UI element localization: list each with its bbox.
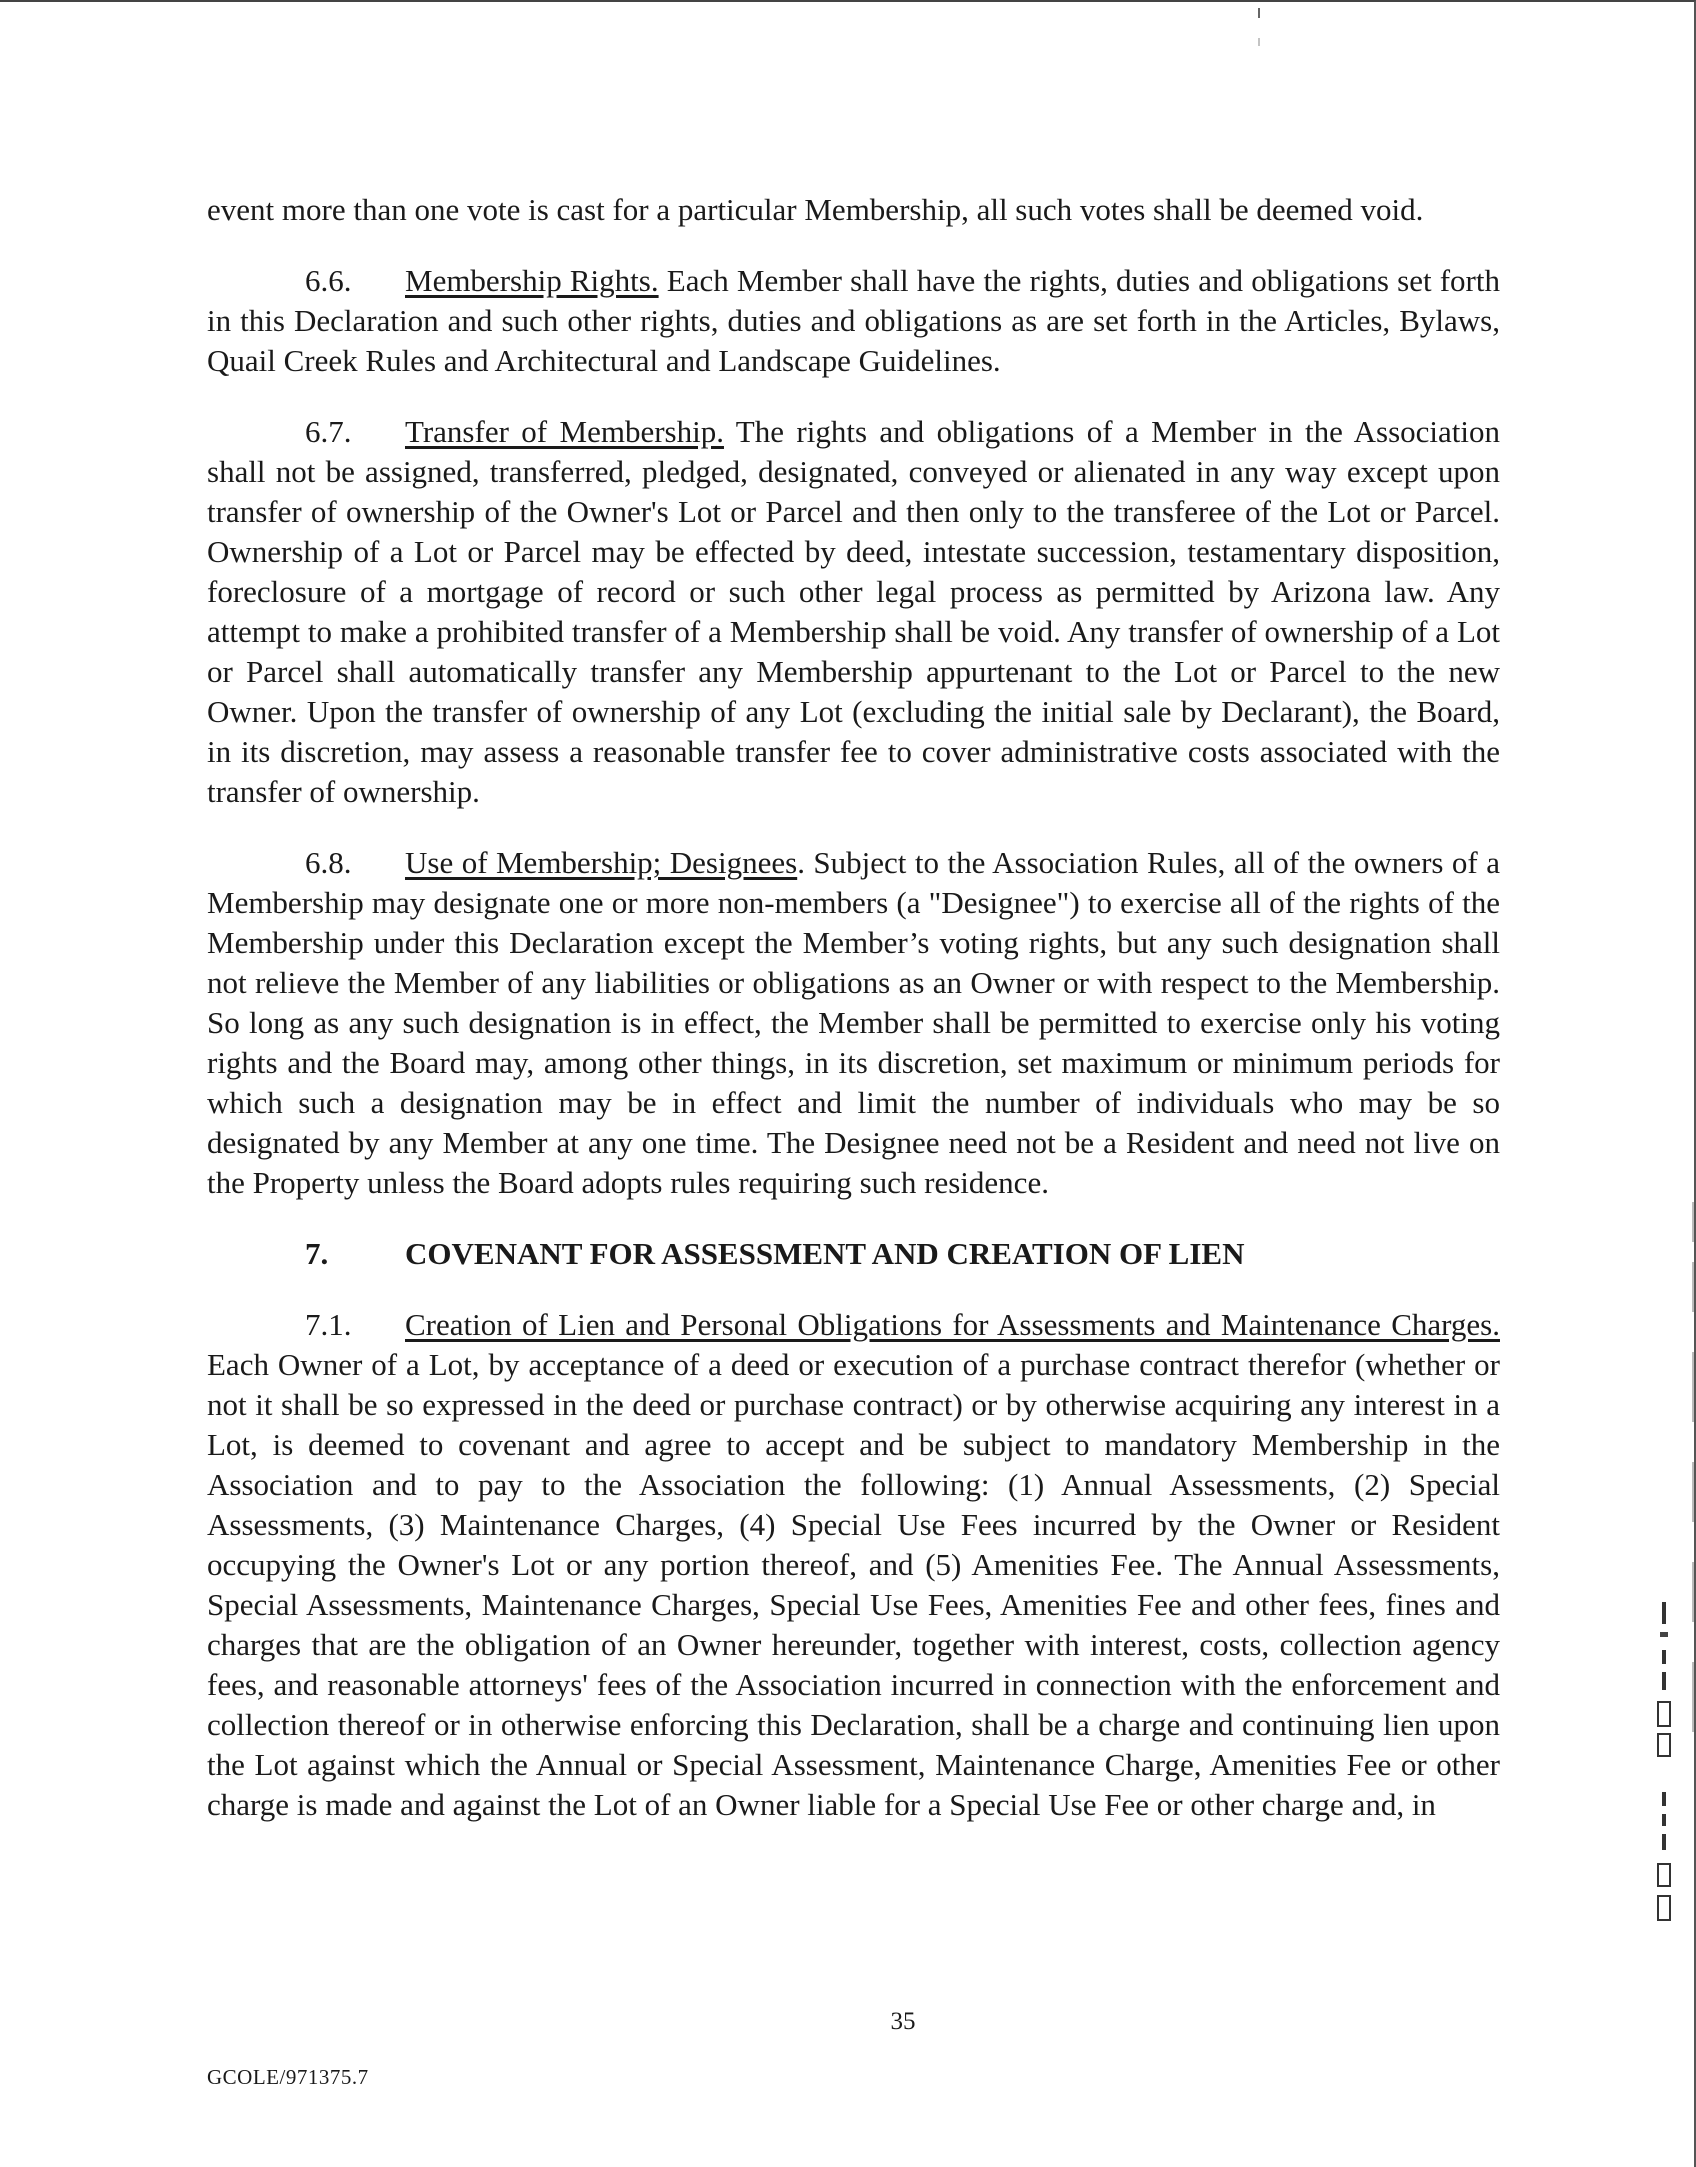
document-id: GCOLE/971375.7 (207, 2065, 369, 2089)
section-text: Each Owner of a Lot, by acceptance of a deed or execution of a purchase contract therefor (whether or not it shall be so expressed in the deed or purchase contract) or by otherwise acquiring any interest in a Lot, is deemed to covenant and agree to accept and be subject to mandatory Membership in the Association and to pay to the Association the following: (1) Annual Assessments, (2) Special Assessments, (3) Maintenance Charges, (4) Special Use Fees incurred by the Owner or Resident occupying the Owner's Lot or any portion thereof, and (5) Amenities Fee. The Annual Assessments, Special Assessments, Maintenance Charges, Special Use Fees, Amenities Fee and other fees, fines and charges that are the obligation of an Owner hereunder, together with interest, costs, collection agency fees, and reasonable attorneys' fees of the Association incurred in connection with the enforcement and collection thereof or in otherwise enforcing this Declaration, shall be a charge and continuing lien upon the Lot against which the Annual or Special Assessment, Maintenance Charge, Amenities Fee or other charge is made and against the Lot of an Owner liable for a Special Use Fee or other charge and, in (207, 1347, 1500, 1822)
section-title: Transfer of Membership. (405, 414, 724, 449)
section-6-7 (207, 412, 1500, 812)
article-number: 7. (305, 1236, 329, 1271)
section-title: Use of Membership; Designees (405, 845, 798, 880)
section-title: Creation of Lien and Personal Obligations for Assessments and Maintenance Charges. (405, 1307, 1500, 1342)
paragraph-text: event more than one vote is cast for a particular Membership, all such votes shall be deemed void. (207, 192, 1424, 227)
page-number: 35 (890, 2008, 916, 2035)
section-text: Each Member shall have the rights, duties and obligations set forth in this Declaration and such other rights, duties and obligations as are set forth in the Articles, Bylaws, Quail Creek Rules and Architectural and Landscape Guidelines. (207, 263, 1500, 378)
paragraph-continuation (207, 190, 1500, 230)
section-number: 6.8. (305, 845, 352, 880)
section-number: 6.6. (305, 263, 352, 298)
section-number: 6.7. (305, 414, 352, 449)
article-7-heading (207, 1234, 1500, 1274)
recording-stamp-mark (1652, 1602, 1678, 1942)
section-6-6 (207, 261, 1500, 381)
section-text: The rights and obligations of a Member in the Association shall not be assigned, transferred, pledged, designated, conveyed or alienated in any way except upon transfer of ownership of the Owner's Lot or Parcel and then only to the transferee of the Lot or Parcel. Ownership of a Lot or Parcel may be effected by deed, intestate succession, testamentary disposition, foreclosure of a mortgage of record or such other legal process as permitted by Arizona law. Any attempt to make a prohibited transfer of a Membership shall be void. Any transfer of ownership of a Lot or Parcel shall automatically transfer any Membership appurtenant to the Lot or Parcel to the new Owner. Upon the transfer of ownership of any Lot (excluding the initial sale by Declarant), the Board, in its discretion, may assess a reasonable transfer fee to cover administrative costs associated with the transfer of ownership. (207, 414, 1500, 809)
section-6-8 (207, 843, 1500, 1203)
document-body (207, 190, 1500, 1825)
scan-mark-top (1258, 8, 1260, 48)
article-title: COVENANT FOR ASSESSMENT AND CREATION OF LIEN (405, 1236, 1245, 1271)
section-number: 7.1. (305, 1307, 352, 1342)
scan-mark-right-margin (1692, 1202, 1694, 1742)
section-7-1 (207, 1305, 1500, 1825)
section-title: Membership Rights. (405, 263, 659, 298)
section-text: . Subject to the Association Rules, all of the owners of a Membership may designate one or more non-members (a "Designee") to exercise all of the rights of the Membership under this Declaration except the Member’s voting rights, but any such designation shall not relieve the Member of any liabilities or obligations as an Owner or with respect to the Membership. So long as any such designation is in effect, the Member shall be permitted to exercise only his voting rights and the Board may, among other things, in its discretion, set maximum or minimum periods for which such a designation may be in effect and limit the number of individuals who may be so designated by any Member at any one time. The Designee need not be a Resident and need not live on the Property unless the Board adopts rules requiring such residence. (207, 845, 1500, 1200)
